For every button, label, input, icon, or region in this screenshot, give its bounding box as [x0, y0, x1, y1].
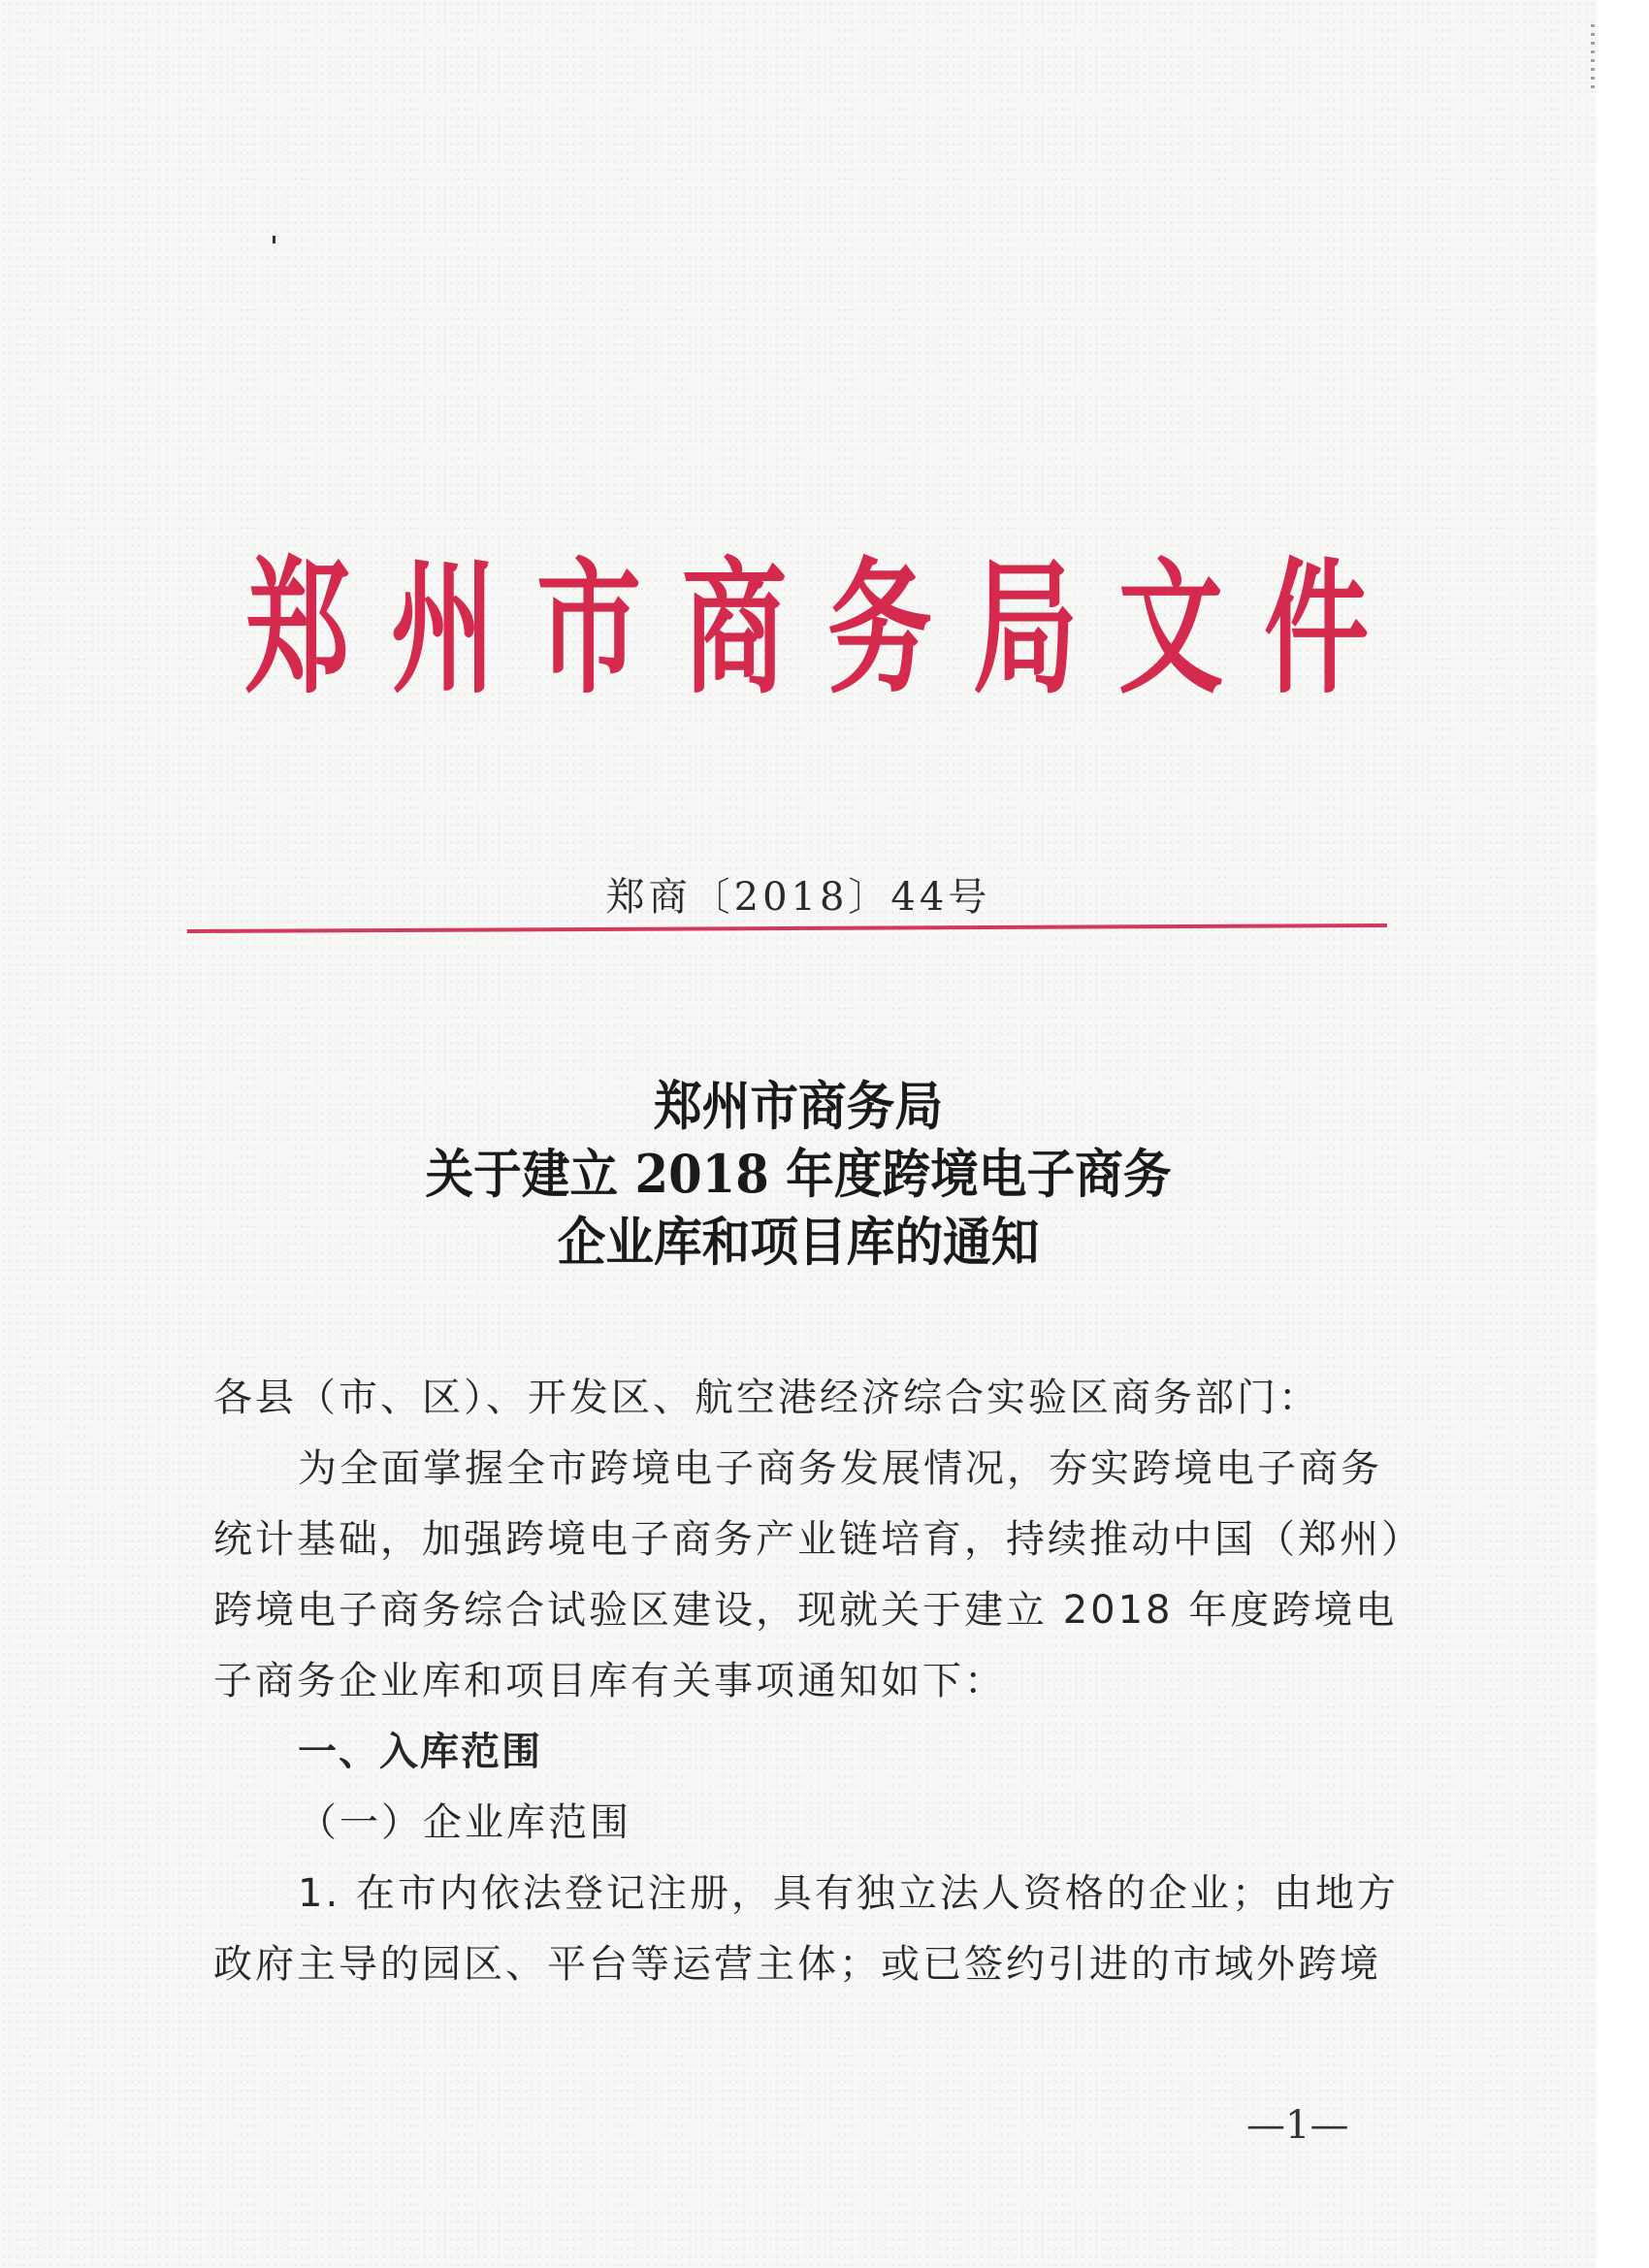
- salutation: 各县（市、区）、开发区、航空港经济综合实验区商务部门：: [213, 1376, 1320, 1420]
- subsection-heading: （一）企业库范围: [298, 1800, 631, 1845]
- scan-speck: [273, 236, 275, 243]
- title-line: 郑州市商务局: [653, 1075, 944, 1137]
- page-number: —1—: [1246, 2103, 1349, 2148]
- banner-char: 州: [391, 543, 497, 714]
- body-line: 1. 在市内依法登记注册，具有独立法人资格的企业；由地方: [298, 1871, 1399, 1916]
- title-line: 关于建立 2018 年度跨境电子商务: [425, 1143, 1172, 1205]
- section-heading: 一、入库范围: [298, 1730, 542, 1774]
- banner-char: 件: [1264, 543, 1370, 714]
- document-title: [0, 1072, 1597, 1276]
- scan-edge-marks: [1591, 24, 1595, 92]
- banner-char: 务: [827, 543, 933, 714]
- banner-char: 市: [536, 543, 642, 714]
- banner-char: 商: [682, 543, 788, 714]
- body-line: 统计基础，加强跨境电子商务产业链培育，持续推动中国（郑州）: [213, 1517, 1423, 1562]
- body-line: 跨境电子商务综合试验区建设，现就关于建立 2018 年度跨境电: [213, 1588, 1398, 1633]
- body-line: 子商务企业库和项目库有关事项通知如下：: [213, 1659, 1006, 1703]
- document-number: 郑商〔2018〕44号: [605, 875, 991, 920]
- document-body: [213, 1363, 1423, 2000]
- issuer-banner: [225, 532, 1370, 726]
- banner-char: 局: [973, 543, 1079, 714]
- red-divider-rule: [187, 923, 1387, 933]
- banner-char: 文: [1118, 543, 1224, 714]
- body-line: 为全面掌握全市跨境电子商务发展情况，夯实跨境电子商务: [298, 1446, 1382, 1491]
- banner-char: 郑: [245, 543, 351, 714]
- body-line: 政府主导的园区、平台等运营主体；或已签约引进的市域外跨境: [213, 1942, 1381, 1987]
- title-line: 企业库和项目库的通知: [557, 1211, 1040, 1273]
